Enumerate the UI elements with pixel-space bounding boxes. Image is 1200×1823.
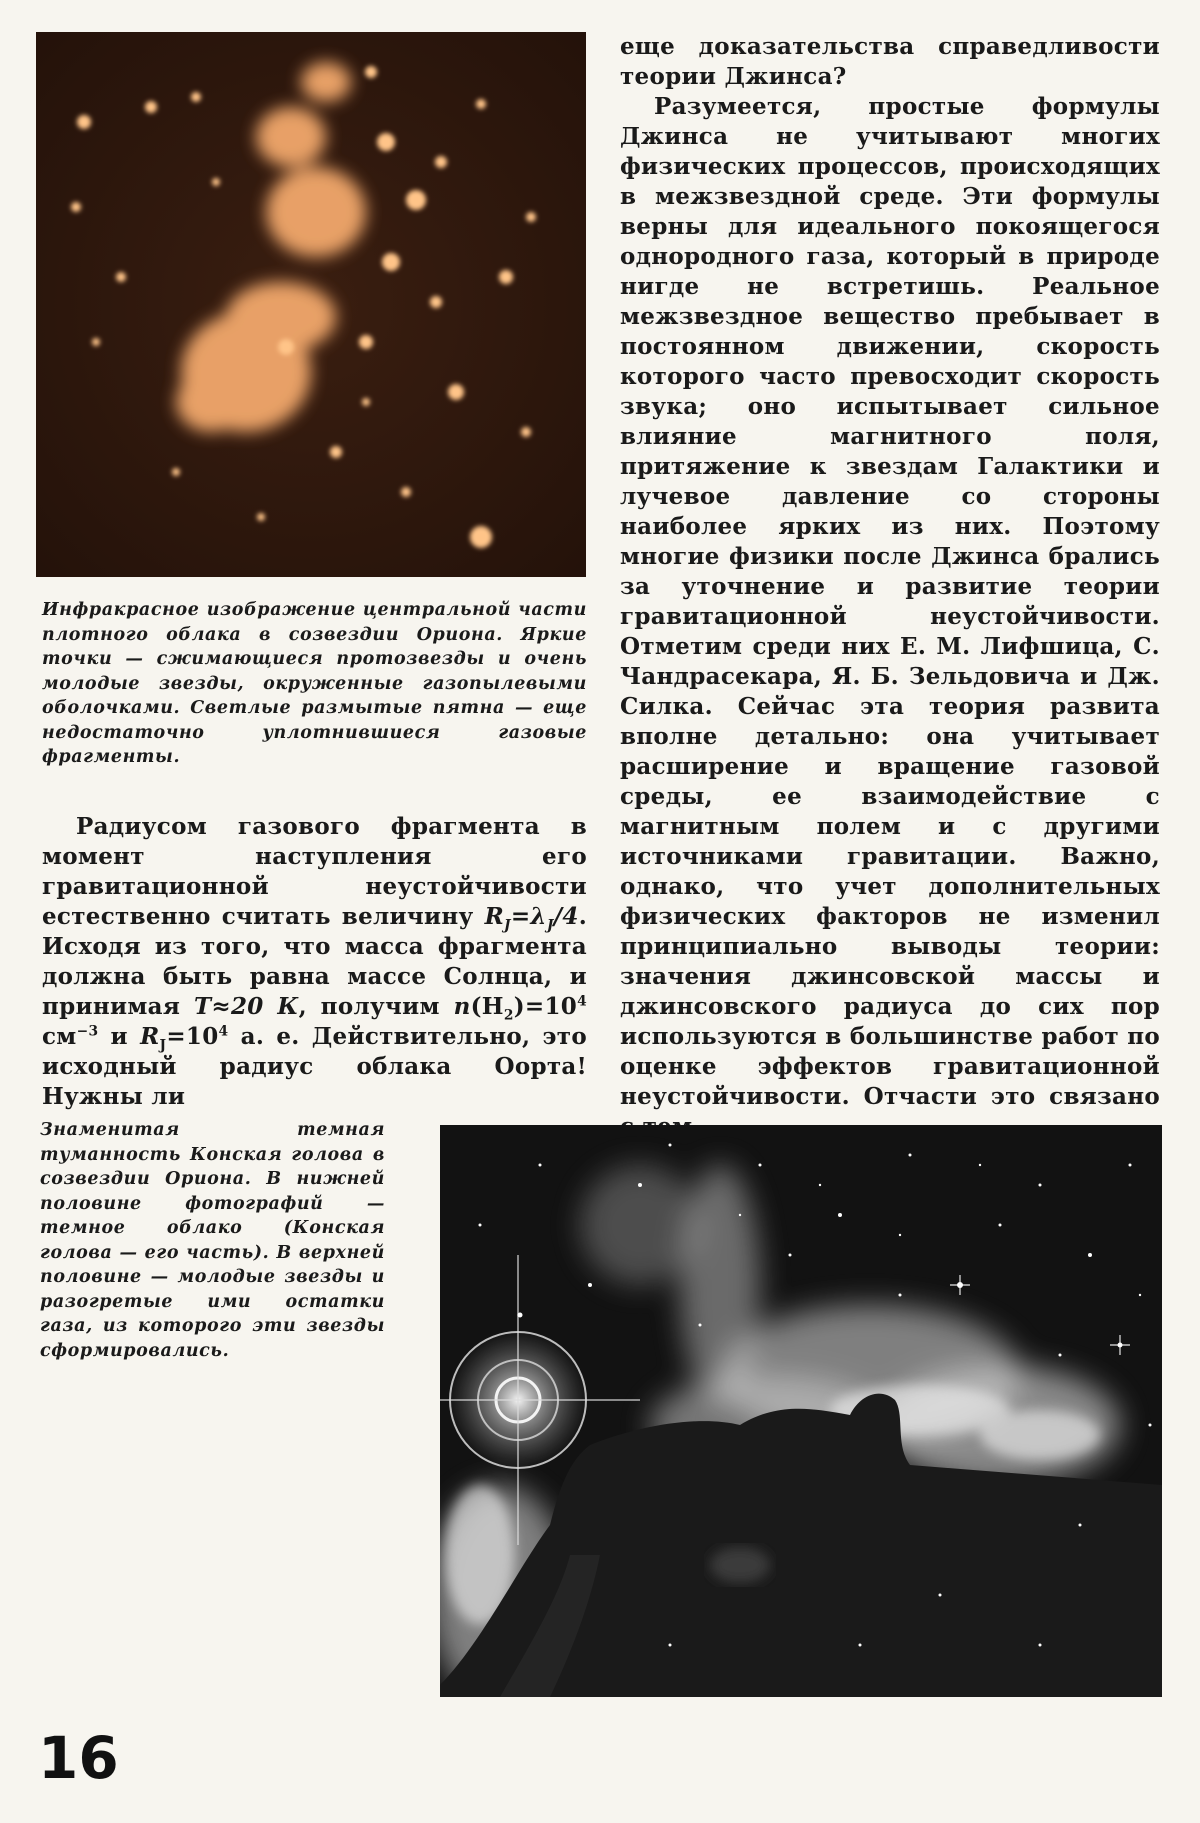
formula-part: /4 (553, 903, 579, 930)
formula-sup: −3 (76, 1023, 99, 1040)
formula-sup: 4 (577, 993, 588, 1010)
page-number: 16 (38, 1724, 119, 1792)
formula-part: =10 (166, 1023, 219, 1050)
right-paragraph-continuation: еще доказательства справедливости теории Джинса? (620, 33, 1160, 90)
formula-part: R (484, 903, 505, 930)
infrared-image-caption: Инфракрасное изображение центральной части плотного облака в созвездии Ориона. Яркие точки — сжимающиеся протозвезды и очень молодые звезды, окруженные газопылевыми оболочками. Светлые размытые пятна — еще недостаточно уплотнившиеся газовые фрагменты. (42, 600, 587, 767)
right-paragraph: Разумеется, простые формулы Джинса не учитывают многих физических процессов, происходящих в межзвездной среде. Эти формулы верны для идеального покоящегося однородного газа, который в природе нигде не встретишь. Реальное межзвездное вещество пребывает в постоянном движении, скорость которого часто превосходит скорость звука; оно испытывает сильное влияние магнитного поля, притяжение к звездам Галактики и лучевое давление со стороны наиболее ярких из них. Поэтому многие физики после Джинса брались за уточнение и развитие теории гравитационной неустойчивости. Отметим среди них Е. М. Лифшица, С. Чандрасекара, Я. Б. Зельдовича и Дж. Силка. Сейчас эта теория развита вполне детально: она учитывает расширение и вращение газовой среды, ее взаимодействие с магнитным полем и с другими источниками гравитации. Важно, однако, что учет дополнительных физических факторов не изменил принципиально выводы теории: значения джинсовской массы и джинсовского радиуса до сих пор используются в большинстве работ по оценке эффектов гравитационной неустойчивости. Отчасти это связано (620, 93, 1160, 1110)
right-column-text (620, 32, 1160, 1142)
horsehead-nebula-image (440, 1125, 1162, 1697)
infrared-orion-graphic (36, 32, 586, 577)
text-span: Радиусом газового фрагмента в момент наступления его гравитационной неустойчивости естественно считать величину (42, 813, 587, 930)
formula-part: см (42, 1023, 77, 1050)
formula-temperature: T≈20 К (193, 993, 299, 1020)
formula-rj (484, 903, 579, 934)
formula-part: =λ (510, 903, 547, 930)
formula-sub: J (504, 917, 511, 934)
left-paragraph (42, 812, 587, 1112)
left-column-text (42, 812, 587, 1112)
text-span: а. е. Действительно, это исходный радиус облака Оорта! Нужны ли (42, 1023, 587, 1110)
formula-part: (H (470, 993, 504, 1020)
horsehead-image-caption: Знаменитая темная туманность Конская голова в созвездии Ориона. В нижней половине фотографий — темное облако (Конская голова — его часть). В верхней половине — молодые звезды и разогретые ими остатки газа, из которого эти звезды сформировались. (40, 1120, 385, 1361)
formula-part: )=10 (513, 993, 578, 1020)
infrared-orion-image (36, 32, 586, 577)
formula-radius (140, 1023, 229, 1054)
horsehead-nebula-graphic (440, 1125, 1162, 1697)
formula-sub: J (546, 917, 554, 934)
formula-sup: 4 (218, 1023, 229, 1040)
formula-part: R (140, 1023, 160, 1050)
formula-part: n (453, 993, 471, 1020)
text-span: и (98, 1023, 141, 1050)
formula-sub: J (159, 1037, 167, 1054)
formula-sub: 2 (503, 1007, 514, 1024)
text-span: . Исходя из того, что масса фрагмента должна быть равна массе Солнца, и принимая (42, 903, 587, 1020)
text-span: , получим (298, 993, 454, 1020)
